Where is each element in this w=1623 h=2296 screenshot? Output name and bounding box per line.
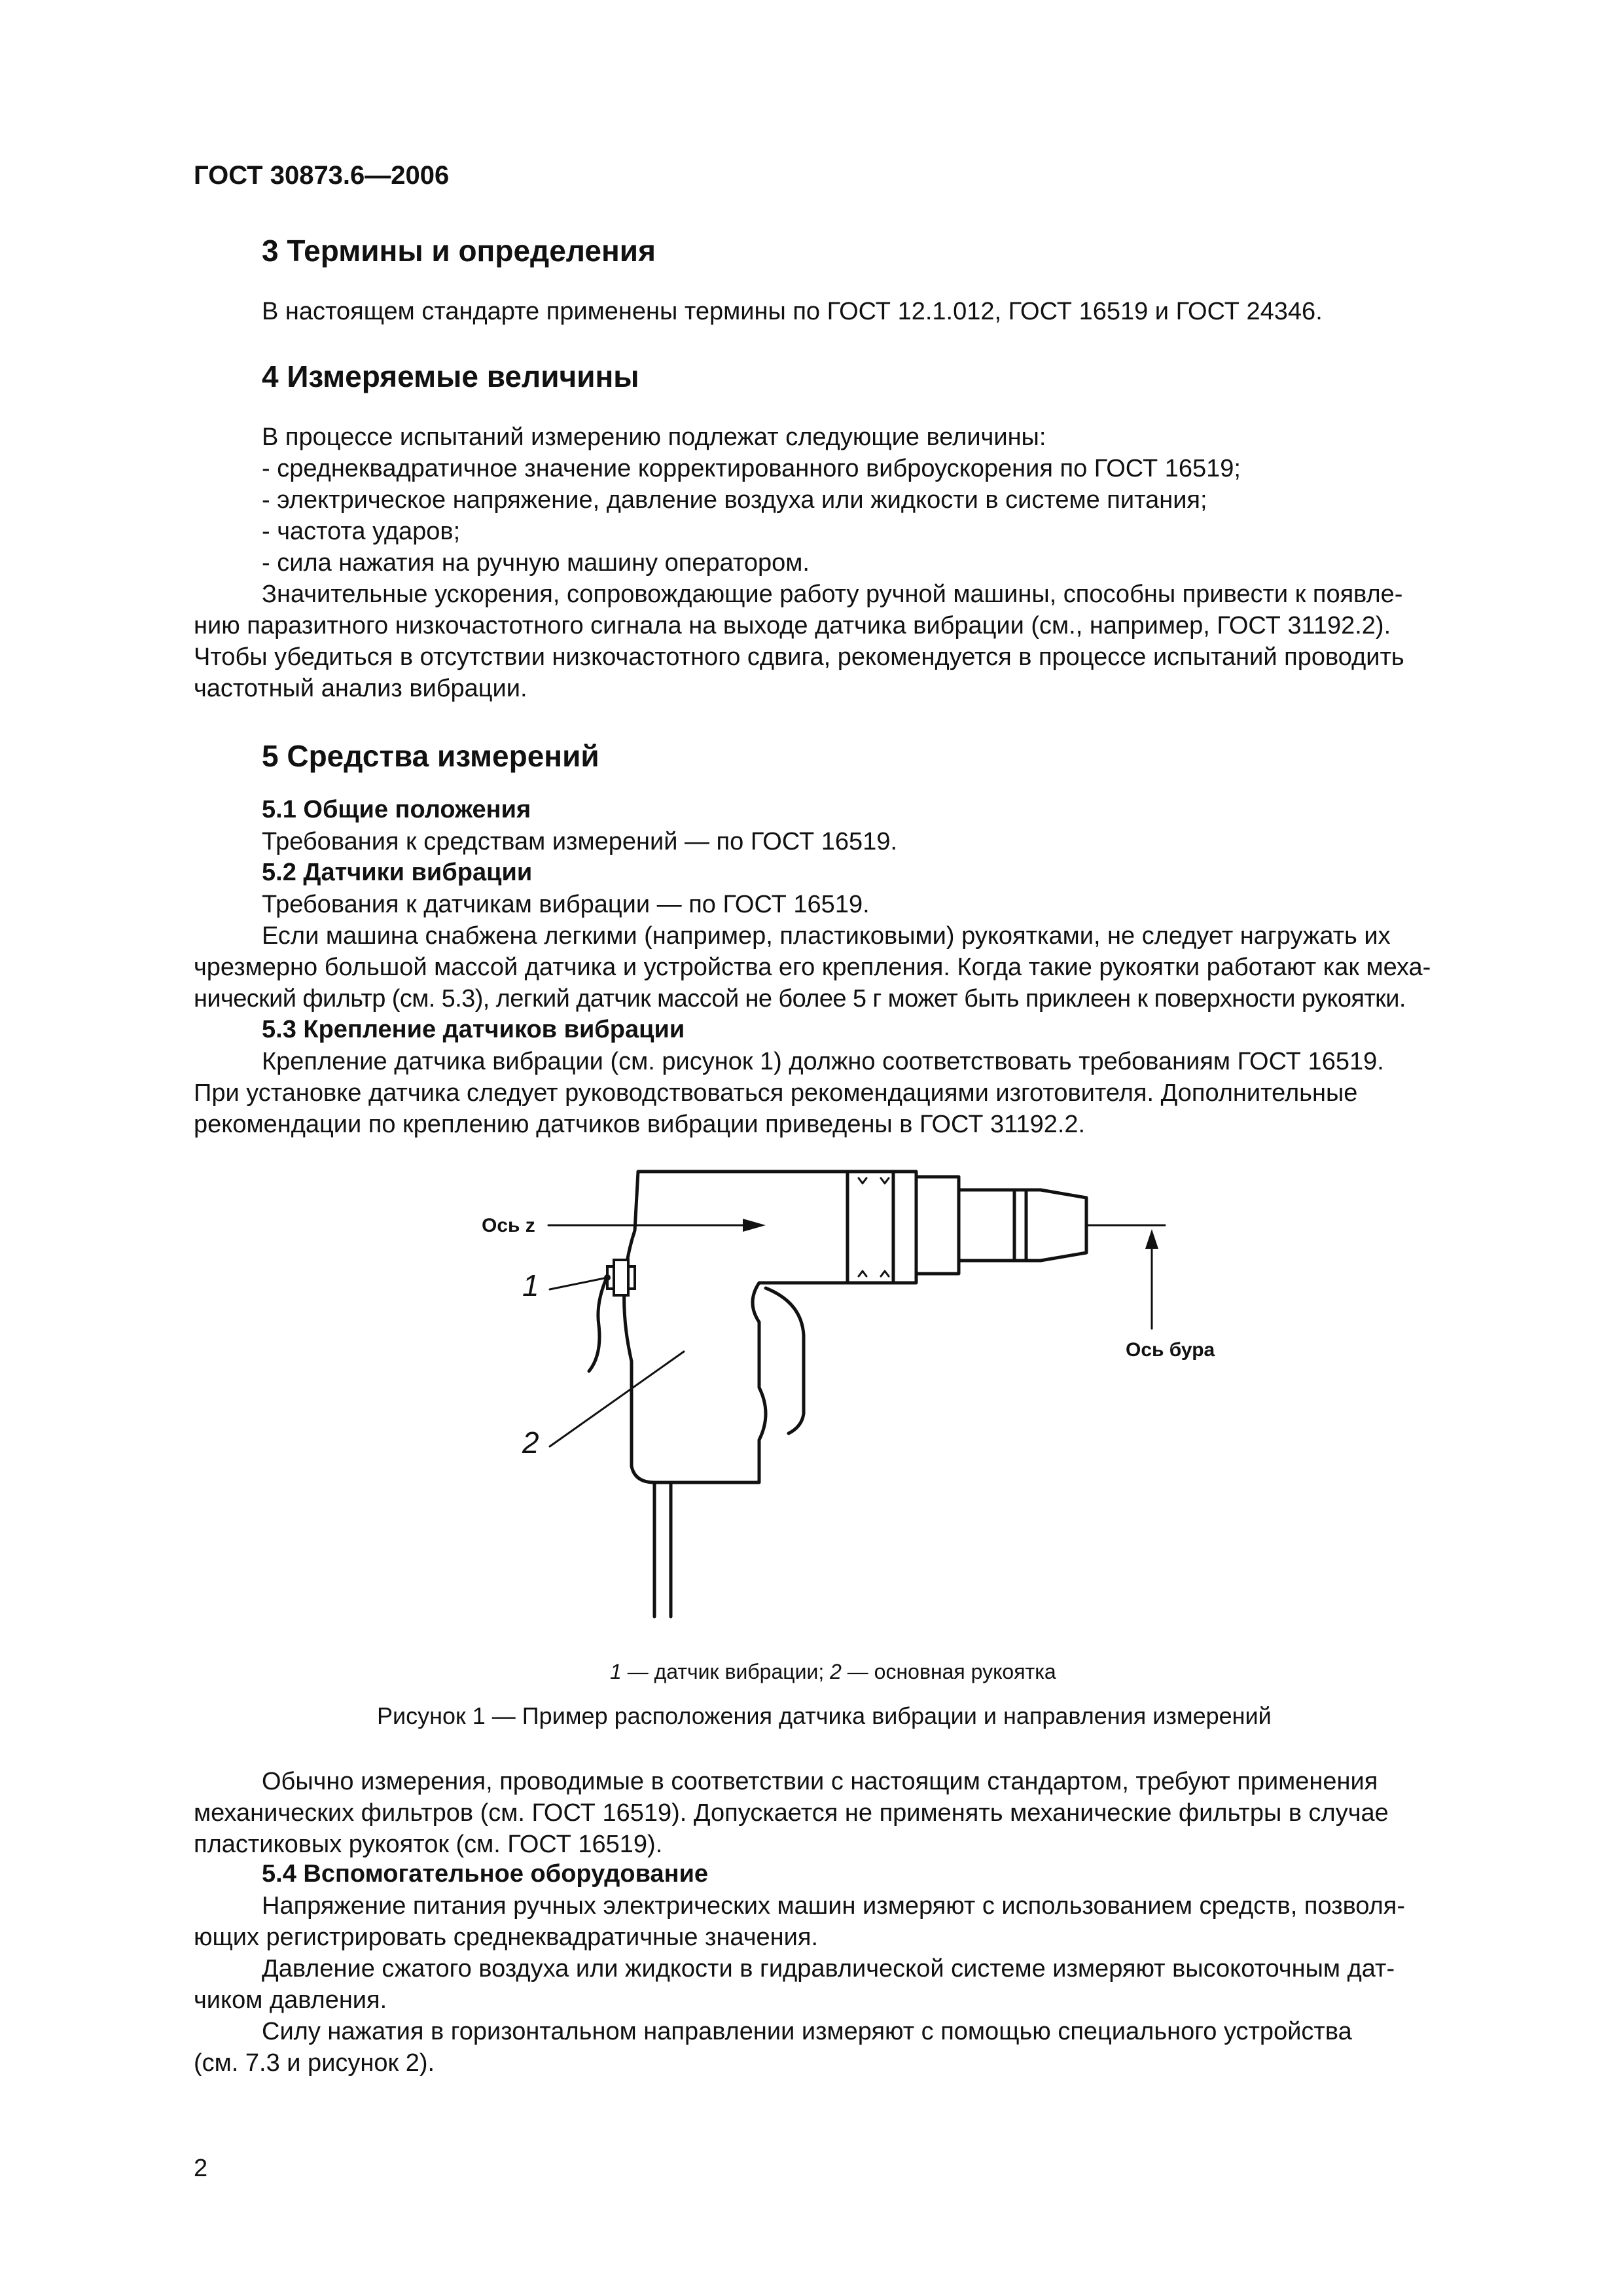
section-5-2-paragraph: [194, 920, 1431, 1014]
section-4-paragraph: [194, 579, 1404, 704]
para-line: ющих регистрировать среднеквадратичные значения.: [194, 1924, 819, 1951]
para-line: При установке датчика следует руководствоваться рекомендациями изготовителя. Дополнительные: [194, 1079, 1358, 1107]
section-4-list: [262, 422, 1499, 579]
section-5-1-text: Требования к средствам измерений — по ГОСТ 16519.: [262, 828, 898, 855]
para-line: нический фильтр (см. 5.3), легкий датчик массой не более 5 г может быть приклеен к поверхности рукоятки.: [194, 985, 1406, 1013]
section-3-title: 3 Термины и определения: [262, 234, 656, 268]
para-line: Силу нажатия в горизонтальном направлении измеряют с помощью специального устройства: [262, 2018, 1352, 2045]
list-item: - среднеквадратичное значение корректированного виброускорения по ГОСТ 16519;: [262, 455, 1241, 482]
para-line: (см. 7.3 и рисунок 2).: [194, 2049, 435, 2077]
drill-axis-label: Ось бура: [1126, 1339, 1215, 1361]
para-line: Напряжение питания ручных электрических машин измеряют с использованием средств, позволя-: [262, 1892, 1406, 1920]
section-5-4-paragraph-1: [194, 1890, 1405, 1953]
para-line: Чтобы убедиться в отсутствии низкочастотного сдвига, рекомендуется в процессе испытаний проводить: [194, 643, 1404, 671]
para-line: рекомендации по креплению датчиков вибрации приведены в ГОСТ 31192.2.: [194, 1111, 1086, 1138]
drill-body-outline: [624, 1172, 916, 1482]
vibration-sensor: [607, 1260, 635, 1295]
chuck: [916, 1177, 959, 1274]
section-5-3-paragraph: [194, 1046, 1384, 1140]
list-item: - сила нажатия на ручную машину оператором.: [262, 549, 810, 577]
para-line: Обычно измерения, проводимые в соответствии с настоящим стандартом, требуют применения: [262, 1768, 1378, 1795]
after-figure-paragraph: [194, 1766, 1389, 1860]
callout-1: 1: [522, 1268, 539, 1302]
section-5-4-paragraph-2: [194, 1953, 1395, 2016]
figure-1-caption: Рисунок 1 — Пример расположения датчика вибрации и направления измерений: [377, 1702, 1272, 1729]
section-5-4-title: 5.4 Вспомогательное оборудование: [262, 1860, 709, 1888]
section-4-intro: В процессе испытаний измерению подлежат следующие величины:: [262, 423, 1046, 451]
para-line: Если машина снабжена легкими (например, пластиковыми) рукоятками, не следует нагружать их: [262, 922, 1391, 950]
para-line: Давление сжатого воздуха или жидкости в гидравлической системе измеряют высокоточным дат-: [262, 1955, 1395, 1982]
para-line: чиком давления.: [194, 1986, 387, 2014]
legend-num-2: 2: [830, 1660, 842, 1683]
para-line: механических фильтров (см. ГОСТ 16519). Допускается не применять механические фильтры в случае: [194, 1799, 1389, 1827]
document-header: ГОСТ 30873.6—2006: [194, 161, 450, 190]
legend-text-1: — датчик вибрации;: [621, 1660, 830, 1683]
legend-num-1: 1: [610, 1660, 622, 1683]
trigger: [766, 1288, 804, 1433]
para-line: Значительные ускорения, сопровождающие работу ручной машины, способны привести к появле-: [262, 581, 1403, 608]
callout-2: 2: [522, 1426, 539, 1460]
para-line: чрезмерно большой массой датчика и устройства его крепления. Когда такие рукоятки работают как меха-: [194, 954, 1431, 981]
section-4-title: 4 Измеряемые величины: [262, 359, 639, 393]
figure-1-drill-diagram: [458, 1139, 1243, 1636]
page-number: 2: [194, 2155, 208, 2182]
legend-text-2: — основная рукоятка: [841, 1660, 1056, 1683]
section-5-title: 5 Средства измерений: [262, 739, 599, 773]
section-5-3-title: 5.3 Крепление датчиков вибрации: [262, 1016, 685, 1043]
figure-1-legend: [610, 1660, 1056, 1684]
para-line: нию паразитного низкочастотного сигнала на выходе датчика вибрации (см., например, ГОСТ 31192.2).: [194, 612, 1391, 639]
list-item: - электрическое напряжение, давление воздуха или жидкости в системе питания;: [262, 486, 1207, 514]
para-line: пластиковых рукояток (см. ГОСТ 16519).: [194, 1831, 663, 1858]
para-line: частотный анализ вибрации.: [194, 675, 527, 702]
para-line: Крепление датчика вибрации (см. рисунок 1) должно соответствовать требованиям ГОСТ 16519.: [262, 1048, 1384, 1075]
chuck-tip: [1041, 1190, 1086, 1261]
list-item: - частота ударов;: [262, 518, 461, 545]
section-5-2-title: 5.2 Датчики вибрации: [262, 859, 533, 886]
section-3-text: В настоящем стандарте применены термины по ГОСТ 12.1.012, ГОСТ 16519 и ГОСТ 24346.: [262, 298, 1323, 325]
section-5-2-text: Требования к датчикам вибрации — по ГОСТ 16519.: [262, 891, 870, 918]
section-5-4-paragraph-3: [194, 2016, 1352, 2079]
axis-z-label: Ось z: [482, 1215, 535, 1236]
section-5-1-title: 5.1 Общие положения: [262, 796, 531, 823]
